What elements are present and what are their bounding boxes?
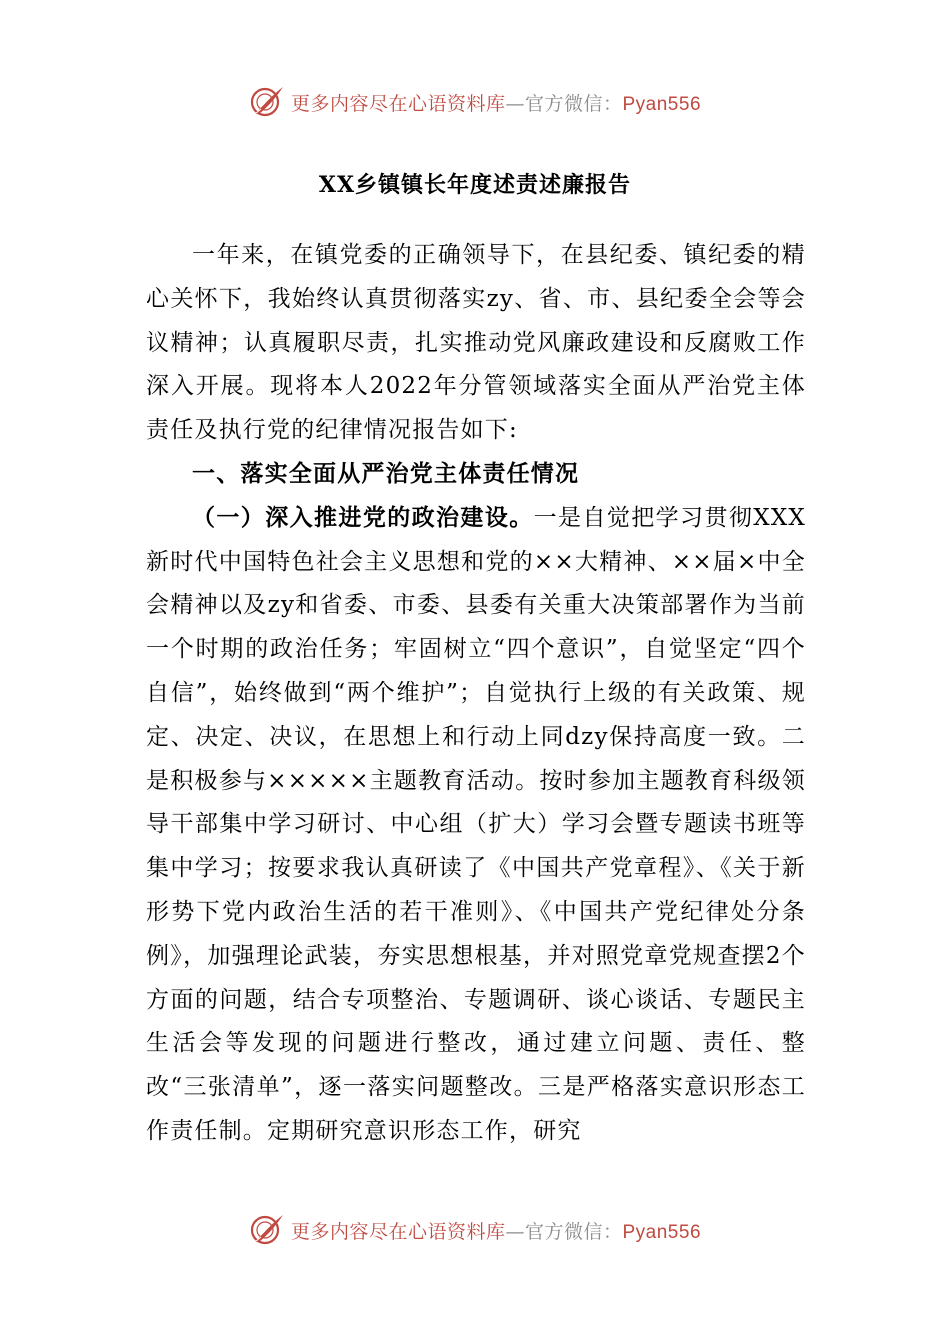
watermark-header	[0, 80, 950, 124]
watermark-id: Pyan556	[622, 93, 702, 115]
subsection-paragraph	[146, 497, 806, 1154]
watermark-separator: —	[505, 92, 525, 115]
document-title: XX乡镇镇长年度述责述廉报告	[318, 172, 632, 198]
watermark-label: 官方微信：	[524, 92, 623, 115]
section-heading: 一、落实全面从严治党主体责任情况	[192, 460, 580, 487]
quill-logo-icon	[249, 1212, 285, 1248]
watermark-separator: —	[505, 1220, 525, 1243]
watermark-brand: 更多内容尽在心语资料库	[290, 1220, 506, 1243]
intro-paragraph: 一年来，在镇党委的正确领导下，在县纪委、镇纪委的精心关怀下，我始终认真贯彻落实zy、省、市、县纪委全会等会议精神；认真履职尽责，扎实推动党风廉政建设和反腐败工作深入开展。现将本人2022年分管领域落实全面从严治党主体责任及执行党的纪律情况报告如下:	[146, 242, 806, 444]
watermark-brand: 更多内容尽在心语资料库	[290, 92, 506, 115]
watermark-text	[291, 89, 701, 116]
quill-logo-icon	[249, 84, 285, 120]
document-body	[146, 234, 806, 1154]
watermark-footer	[0, 1208, 950, 1252]
watermark-id: Pyan556	[622, 1221, 702, 1243]
watermark-label: 官方微信：	[524, 1220, 623, 1243]
watermark-text	[291, 1217, 701, 1244]
subsection-heading: （一）深入推进党的政治建设。	[192, 504, 534, 531]
subsection-body: 一是自觉把学习贯彻XXX新时代中国特色社会主义思想和党的××大精神、××届×中全会精神以及zy和省委、市委、县委有关重大决策部署作为当前一个时期的政治任务；牢固树立“四个意识”，自觉坚定“四个自信”，始终做到“两个维护”；自觉执行上级的有关政策、规定、决定、决议，在思想上和行动上同dzy保持高度一致。二是积极参与×××××主题教育活动。按时参加主题教育科级领导干部集中学习研讨、中心组（扩大）学习会暨专题读书班等集中学习；按要求我认真研读了《中国共产党章程》、《关于新形势下党内政治生活的若干准则》、《中国共产党纪律处分条例》，加强理论武装，夯实思想根基，并对照党章党规查摆2个方面的问题，结合专项整治、专题调研、谈心谈话、专题民主生活会等发现的问题进行整改，通过建立问题、责任、整改“三张清单”，逐一落实问题整改。三是严格落实意识形态工作责任制。定期研究意识形态工作，研究	[146, 504, 806, 1144]
